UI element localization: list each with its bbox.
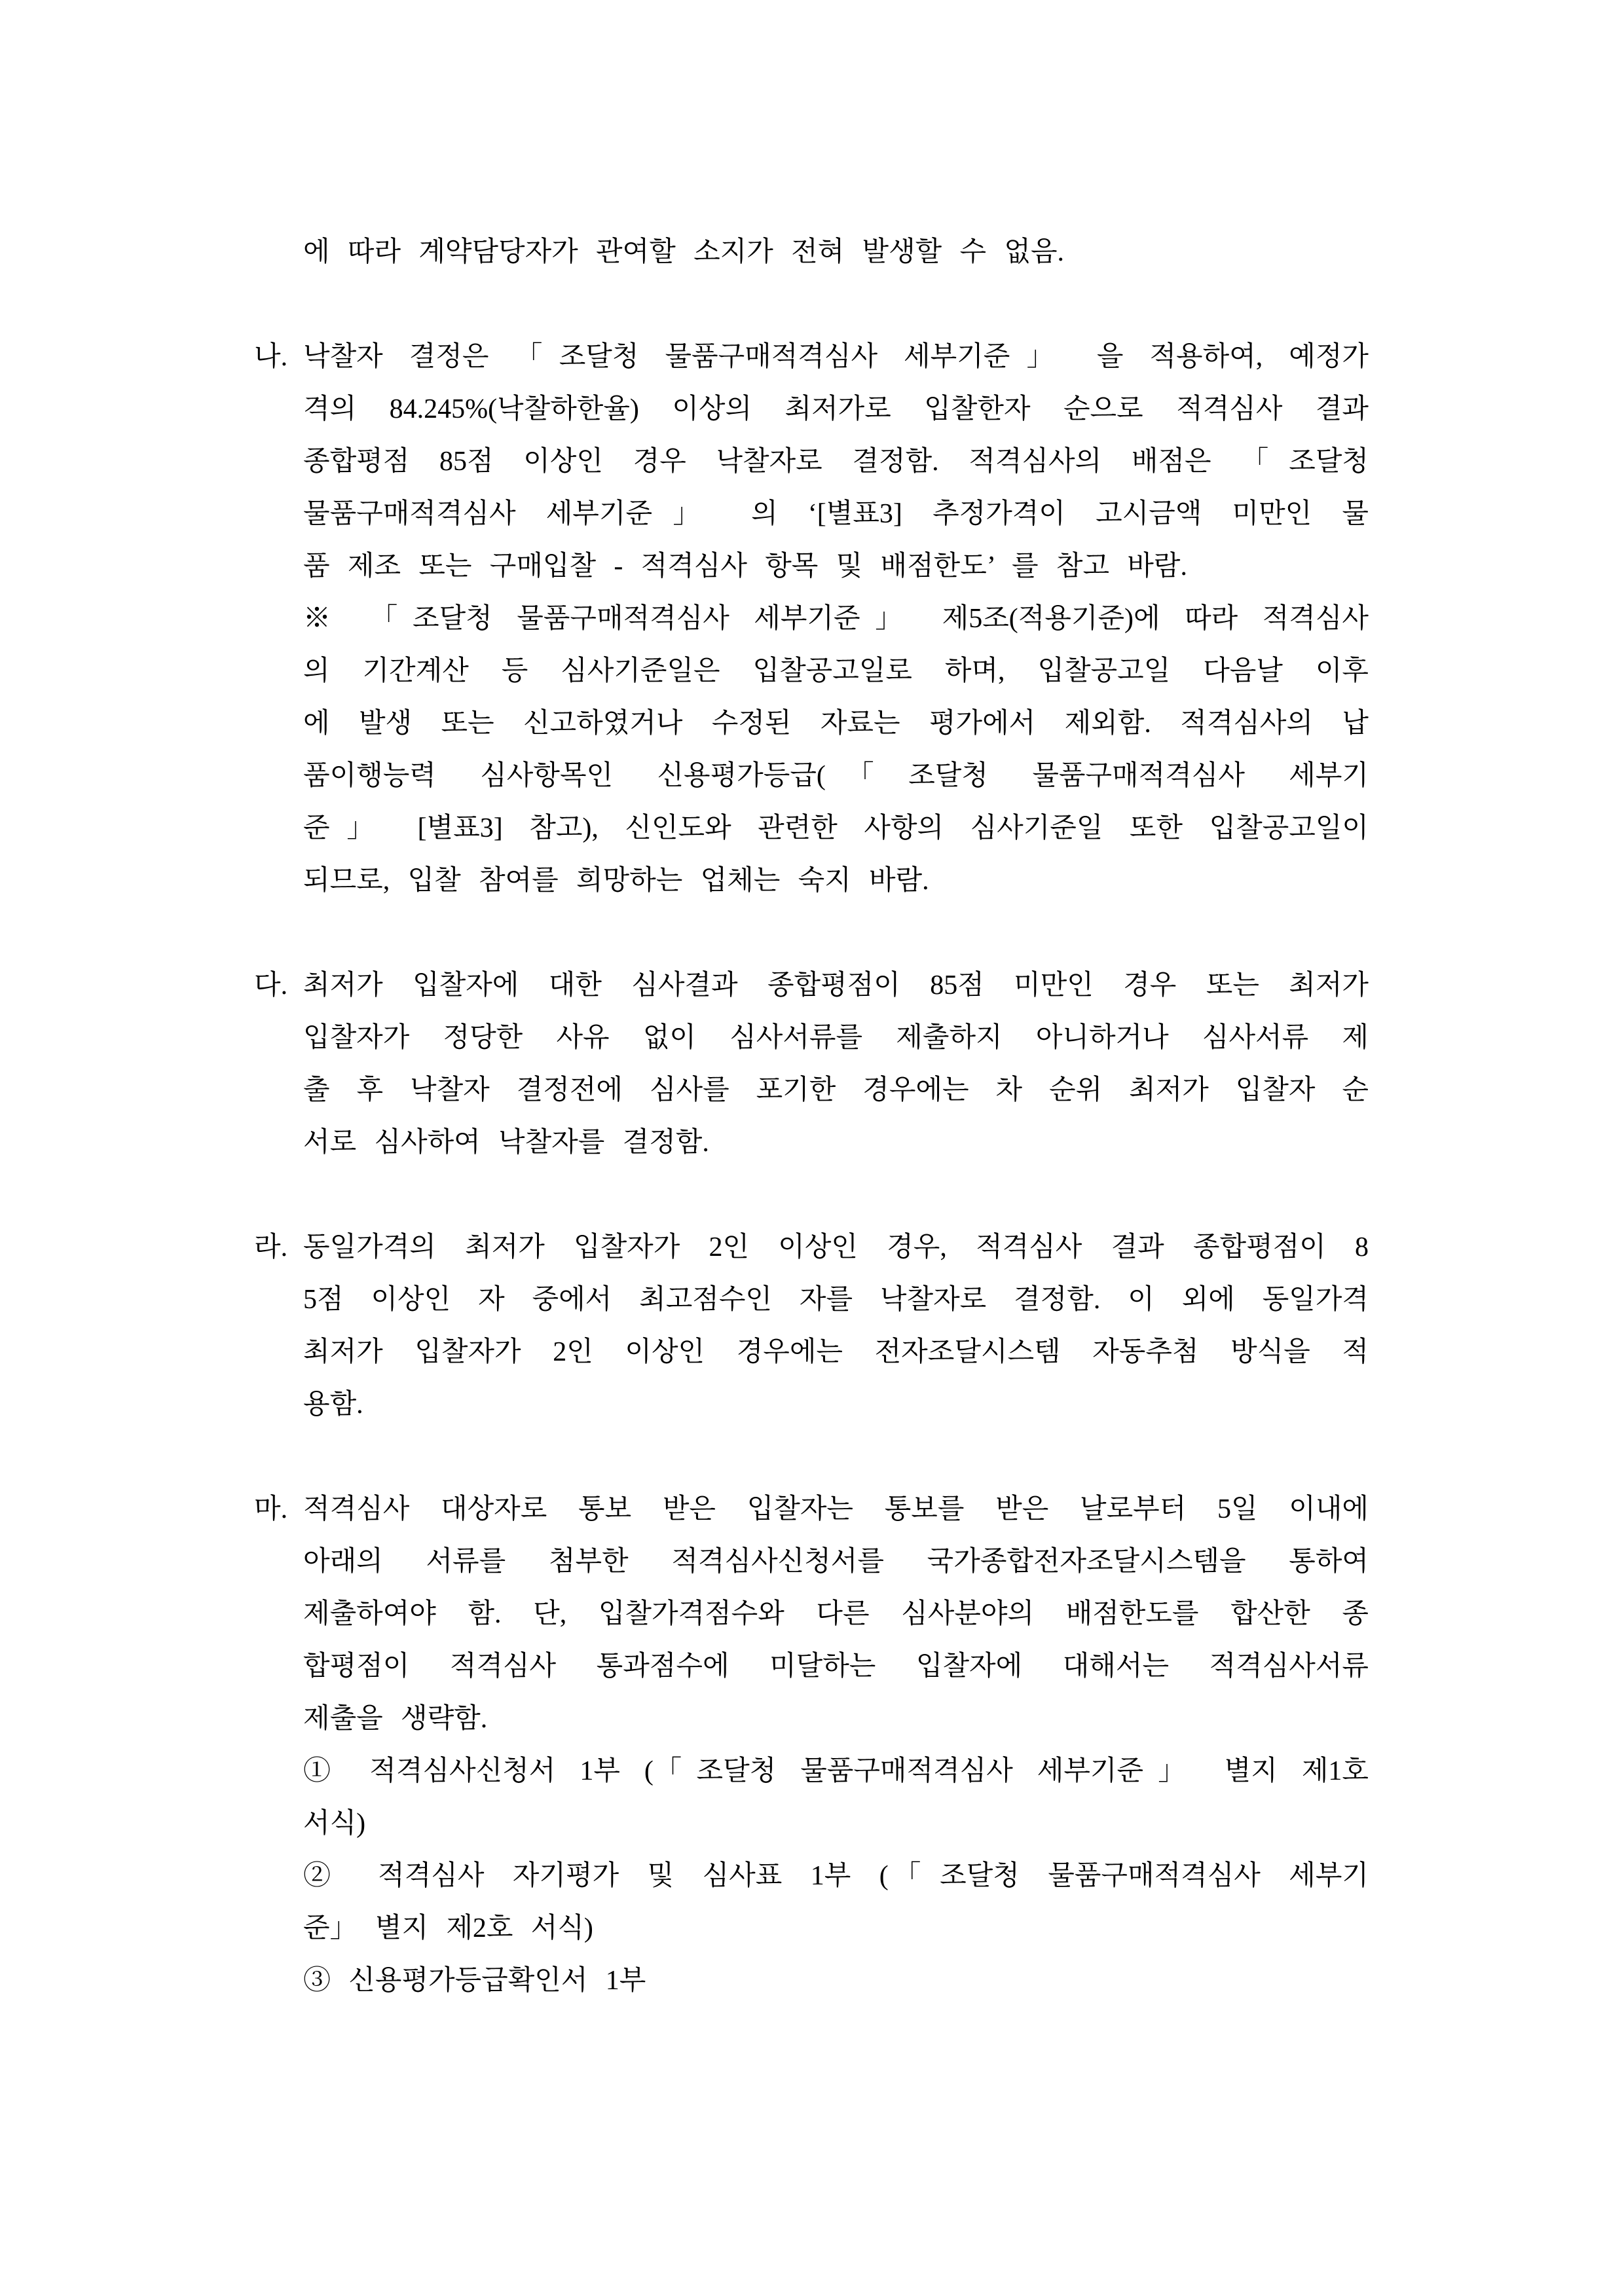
text-line: 제출을 생략함. [303,1704,488,1734]
text-line: ③ 신용평가등급확인서 1부 [303,1966,646,1996]
text-line: 종합평점 85점 이상인 경우 낙찰자로 결정함. 적격심사의 배점은 「조달청 [303,447,1369,477]
text-line: ① 적격심사신청서 1부 (「조달청 물품구매적격심사 세부기준」 별지 제1호 [303,1756,1369,1786]
text-line: 격의 84.245%(낙찰하한율) 이상의 최저가로 입찰한자 순으로 적격심사 결과 [303,394,1369,424]
text-line: 서로 심사하여 낙찰자를 결정함. [303,1128,709,1158]
text-line: 출 후 낙찰자 결정전에 심사를 포기한 경우에는 차 순위 최저가 입찰자 순 [303,1075,1369,1105]
text-line: 5점 이상인 자 중에서 최고점수인 자를 낙찰자로 결정함. 이 외에 동일가격 [303,1285,1369,1315]
item-label: 다. [254,970,288,1001]
item-label: 라. [254,1232,288,1262]
paragraph-item-ra [254,1221,1369,1431]
text-line: 되므로, 입찰 참여를 희망하는 업체는 숙지 바람. [303,866,929,896]
item-label: 마. [254,1494,288,1524]
text-line: ② 적격심사 자기평가 및 심사표 1부 (「조달청 물품구매적격심사 세부기 [303,1861,1369,1891]
text-line: 에 따라 계약담당자가 관여할 소지가 전혀 발생할 수 없음. [303,237,1065,267]
text-line: 의 기간계산 등 심사기준일은 입찰공고일로 하며, 입찰공고일 다음날 이후 [303,656,1369,686]
text-line: 최저가 입찰자가 2인 이상인 경우에는 전자조달시스템 자동추첨 방식을 적 [303,1337,1369,1367]
paragraph-intro-continuation [254,226,1369,278]
text-line: 준」 별지 제2호 서식) [303,1913,593,1943]
text-line: 준」 [별표3] 참고), 신인도와 관련한 사항의 심사기준일 또한 입찰공고일이 [303,813,1369,843]
text-line: 합평점이 적격심사 통과점수에 미달하는 입찰자에 대해서는 적격심사서류 [303,1651,1369,1681]
text-line: 에 발생 또는 신고하였거나 수정된 자료는 평가에서 제외함. 적격심사의 납 [303,708,1369,739]
text-line: 품이행능력 심사항목인 신용평가등급(「조달청 물품구매적격심사 세부기 [303,761,1369,791]
text-line: 아래의 서류를 첨부한 적격심사신청서를 국가종합전자조달시스템을 통하여 [303,1547,1369,1577]
paragraph-item-da [254,959,1369,1169]
text-line: 낙찰자 결정은 「조달청 물품구매적격심사 세부기준」 을 적용하여, 예정가 [303,342,1369,372]
item-label: 나. [254,342,288,372]
paragraph-item-ma [254,1483,1369,2007]
text-line: 품 제조 또는 구매입찰 - 적격심사 항목 및 배점한도’ 를 참고 바람. [303,551,1187,581]
text-line: 물품구매적격심사 세부기준」 의 ‘[별표3] 추정가격이 고시금액 미만인 물 [303,499,1369,529]
text-line: ※ 「조달청 물품구매적격심사 세부기준」 제5조(적용기준)에 따라 적격심사 [303,604,1369,634]
text-line: 적격심사 대상자로 통보 받은 입찰자는 통보를 받은 날로부터 5일 이내에 [303,1494,1369,1524]
text-line: 용함. [303,1389,363,1420]
document-body [254,226,1369,2007]
text-line: 최저가 입찰자에 대한 심사결과 종합평점이 85점 미만인 경우 또는 최저가 [303,970,1369,1001]
text-line: 제출하여야 함. 단, 입찰가격점수와 다른 심사분야의 배점한도를 합산한 종 [303,1599,1369,1629]
text-line: 동일가격의 최저가 입찰자가 2인 이상인 경우, 적격심사 결과 종합평점이 8 [303,1232,1369,1262]
text-line: 서식) [303,1808,366,1839]
text-line: 입찰자가 정당한 사유 없이 심사서류를 제출하지 아니하거나 심사서류 제 [303,1023,1369,1053]
paragraph-item-na [254,331,1369,907]
